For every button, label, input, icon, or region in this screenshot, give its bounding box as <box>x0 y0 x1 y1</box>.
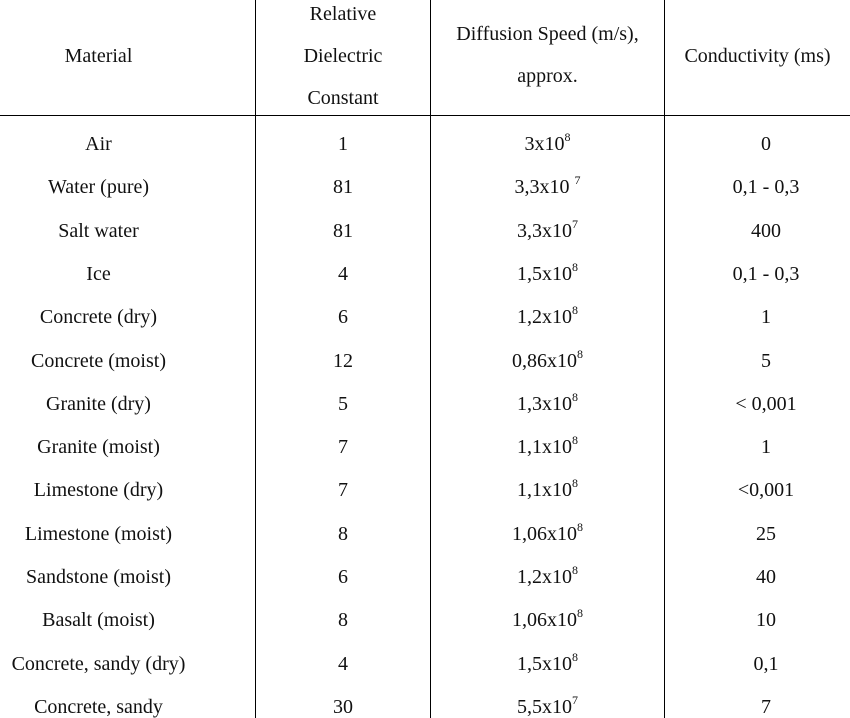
cell-material: Water (pure) <box>47 176 150 198</box>
speed-base: 0,86x10 <box>512 350 577 372</box>
cell-dielectric: 1 <box>338 133 348 155</box>
cell-conductivity: 0 <box>761 133 771 155</box>
speed-base: 3x10 <box>524 133 565 155</box>
speed-base: 1,3x10 <box>517 393 572 415</box>
cell-material: Concrete, sandy <box>34 696 163 718</box>
speed-exponent: 8 <box>572 476 578 490</box>
cell-material: Concrete (dry) <box>39 306 158 328</box>
cell-conductivity: < 0,001 <box>735 393 797 415</box>
speed-base: 1,06x10 <box>512 609 577 631</box>
cell-material: Concrete (moist) <box>31 350 166 372</box>
speed-exponent: 7 <box>572 693 578 707</box>
header-dielectric <box>256 0 430 119</box>
cell-dielectric: 7 <box>338 436 348 458</box>
cell-speed <box>431 563 664 588</box>
cell-speed <box>431 650 664 675</box>
cell-material: Concrete, sandy (dry) <box>11 653 186 675</box>
cell-dielectric: 81 <box>333 220 353 242</box>
header-dielectric-line1: Relative <box>309 3 377 25</box>
cell-speed <box>431 390 664 415</box>
cell-material: Limestone (dry) <box>33 479 164 501</box>
speed-base: 1,5x10 <box>517 263 572 285</box>
speed-base: 5,5x10 <box>517 696 572 718</box>
cell-dielectric: 12 <box>333 350 353 372</box>
cell-conductivity: 25 <box>756 523 776 545</box>
speed-exponent: 8 <box>577 606 583 620</box>
cell-speed <box>431 303 664 328</box>
cell-dielectric: 6 <box>338 566 348 588</box>
speed-base: 1,5x10 <box>517 653 572 675</box>
cell-material: Granite (moist) <box>37 436 160 458</box>
cell-speed <box>431 693 664 718</box>
speed-base: 1,1x10 <box>517 479 572 501</box>
cell-material: Sandstone (moist) <box>26 566 171 588</box>
cell-dielectric: 4 <box>338 653 348 675</box>
cell-dielectric: 8 <box>338 609 348 631</box>
cell-speed <box>431 173 664 198</box>
speed-exponent: 8 <box>572 303 578 317</box>
cell-dielectric: 81 <box>333 176 353 198</box>
cell-dielectric: 4 <box>338 263 348 285</box>
header-dielectric-line3: Constant <box>307 87 379 109</box>
cell-speed <box>431 520 664 545</box>
cell-speed <box>431 433 664 458</box>
header-material: Material <box>64 45 133 67</box>
cell-conductivity: 10 <box>756 609 776 631</box>
speed-exponent: 8 <box>577 347 583 361</box>
cell-conductivity: <0,001 <box>737 479 795 501</box>
cell-conductivity: 5 <box>761 350 771 372</box>
cell-dielectric: 8 <box>338 523 348 545</box>
cell-dielectric: 5 <box>338 393 348 415</box>
cell-speed <box>431 347 664 372</box>
cell-dielectric: 30 <box>333 696 353 718</box>
header-conductivity: Conductivity (ms) <box>684 45 831 67</box>
cell-conductivity: 1 <box>761 306 771 328</box>
speed-exponent: 8 <box>577 520 583 534</box>
speed-base: 1,2x10 <box>517 566 572 588</box>
speed-exponent: 8 <box>572 260 578 274</box>
header-dielectric-line2: Dielectric <box>303 45 383 67</box>
speed-base: 1,06x10 <box>512 523 577 545</box>
cell-conductivity: 0,1 - 0,3 <box>732 263 800 285</box>
speed-exponent: 8 <box>564 130 571 144</box>
cell-conductivity: 40 <box>756 566 776 588</box>
cell-speed <box>431 606 664 631</box>
speed-base: 1,2x10 <box>517 306 572 328</box>
header-speed-line1: Diffusion Speed (m/s), <box>456 23 639 45</box>
cell-material: Salt water <box>58 220 139 242</box>
speed-exponent: 8 <box>572 433 578 447</box>
speed-base: 1,1x10 <box>517 436 572 458</box>
cell-material: Granite (dry) <box>46 393 151 415</box>
cell-conductivity: 0,1 <box>753 653 779 675</box>
speed-base: 3,3x10 <box>517 220 572 242</box>
header-speed-line2: approx. <box>517 65 578 87</box>
cell-conductivity: 400 <box>751 220 781 242</box>
cell-material: Air <box>85 133 112 155</box>
cell-dielectric: 7 <box>338 479 348 501</box>
speed-base: 3,3x10 <box>514 176 575 198</box>
cell-speed <box>431 217 664 242</box>
cell-conductivity: 1 <box>761 436 771 458</box>
cell-conductivity: 7 <box>761 696 771 718</box>
cell-speed <box>431 130 664 155</box>
cell-material: Ice <box>86 263 111 285</box>
speed-exponent: 8 <box>572 650 578 664</box>
cell-material: Basalt (moist) <box>42 609 155 631</box>
cell-speed <box>431 260 664 285</box>
header-speed <box>431 13 664 97</box>
cell-dielectric: 6 <box>338 306 348 328</box>
speed-exponent: 7 <box>574 173 581 187</box>
speed-exponent: 8 <box>572 563 578 577</box>
speed-exponent: 8 <box>572 390 578 404</box>
cell-speed <box>431 476 664 501</box>
cell-material: Limestone (moist) <box>24 523 173 545</box>
cell-conductivity: 0,1 - 0,3 <box>732 176 800 198</box>
speed-exponent: 7 <box>572 217 578 231</box>
